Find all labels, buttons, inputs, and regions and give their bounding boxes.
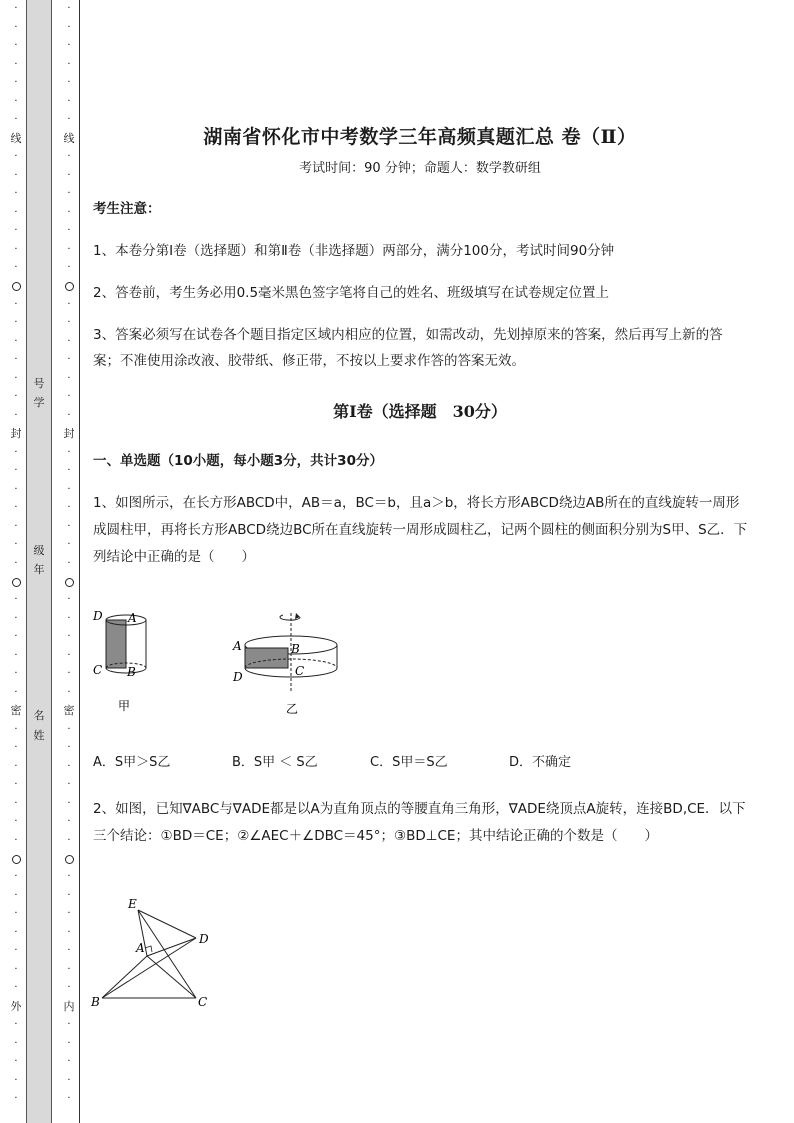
margin-dot: · [14,151,18,162]
margin-dot: · [67,298,71,310]
field-label-char: 年 [33,563,45,576]
margin-dot: · [67,649,71,661]
margin-dot: · [67,58,71,70]
margin-dot: · [67,188,71,199]
margin-dot: · [67,797,71,809]
margin-dot: · [14,354,18,365]
margin-dot: · [14,871,18,882]
margin-dot: · [14,21,18,33]
margin-dot: · [67,502,71,513]
margin-dot: · [14,668,18,679]
margin-dot: · [14,963,18,975]
margin-dot: · [67,95,71,107]
margin-dot: · [14,834,18,846]
margin-mark: 外 [10,999,22,1013]
margin-circle-mark [65,855,74,864]
margin-mark: 线 [10,131,22,145]
margin-dot: · [14,1037,18,1049]
q1-option-c: C．S甲＝S乙 [370,755,448,770]
margin-dot: · [67,3,71,14]
margin-dot: · [14,77,18,88]
notice-item-1: 1、本卷分第Ⅰ卷（选择题）和第Ⅱ卷（非选择题）两部分，满分100分，考试时间90分钟 [93,243,615,259]
margin-dot: · [67,520,71,532]
binding-margin-left [9,0,23,1123]
margin-dot: · [67,1056,71,1067]
question-2-text: 2、如图，已知∇ABC与∇ADE都是以A为直角顶点的等腰直角三角形，∇ADE绕顶点A旋转，连接BD,CE．以下三个结论：①BD＝CE；②∠AEC＋∠DBC＝45°；③BD⊥CE；其中结论正确的个数是（ ） [93,801,746,844]
margin-dot: · [67,40,71,51]
margin-dot: · [14,816,18,827]
fig1-label-B: B [127,665,136,679]
margin-circle-mark [12,282,21,291]
fig3-label-E: E [128,897,137,911]
margin-mark: 内 [63,999,75,1013]
margin-dot: · [67,391,71,402]
margin-dot: · [67,631,71,642]
margin-mark: 封 [10,427,22,440]
margin-circle-mark [65,578,74,587]
margin-dot: · [67,77,71,88]
margin-dot: · [67,206,71,218]
margin-dot: · [14,926,18,938]
notice-item-3: 3、答案必须写在试卷各个题目指定区域内相应的位置，如需改动，先划掉原来的答案，然后再写上新的答案；不准使用涂改液、胶带纸、修正带，不按以上要求作答的答案无效。 [93,327,723,369]
field-label-char: 号 [33,377,45,390]
margin-dot: · [14,95,18,107]
margin-dot: · [67,1093,71,1104]
margin-dot: · [67,354,71,365]
margin-dot: · [67,151,71,162]
fig2-label-A: A [233,639,242,653]
fig3-label-B: B [91,995,100,1009]
margin-dot: · [14,723,18,735]
margin-dot: · [14,206,18,218]
margin-dot: · [14,742,18,753]
field-label-char: 级 [33,544,45,557]
margin-dot: · [14,779,18,790]
q1-option-b: B．S甲 ＜ S乙 [232,755,318,770]
margin-dot: · [14,391,18,402]
margin-mark: 密 [63,704,75,717]
margin-dot: · [67,372,71,384]
fig1-caption: 甲 [118,699,131,713]
margin-dot: · [14,298,18,310]
notice-item-2: 2、答卷前，考生务必用0.5毫米黑色签字笔将自己的姓名、班级填写在试卷规定位置上 [93,285,610,301]
field-label-char: 姓 [33,729,45,742]
margin-dot: · [67,557,71,569]
fig1-label-A: A [128,611,137,625]
margin-dot: · [67,539,71,550]
margin-dot: · [67,668,71,679]
fig2-label-C: C [295,664,305,678]
margin-circle-mark [12,578,21,587]
margin-dot: · [14,169,18,181]
margin-dot: · [14,982,18,993]
margin-dot: · [14,40,18,51]
margin-circle-mark [12,855,21,864]
figure-cylinder-jia [90,600,160,720]
margin-mark: 线 [63,131,75,145]
q1-option-a: A．S甲＞S乙 [93,755,171,770]
q1-option-d: D．不确定 [509,755,572,770]
margin-dot: · [14,945,18,956]
margin-dot: · [14,908,18,919]
margin-dot: · [67,225,71,236]
margin-dot: · [14,465,18,476]
margin-dot: · [67,982,71,993]
figure-cylinder-yi [228,605,348,720]
margin-dot: · [67,335,71,347]
margin-dot: · [67,1037,71,1049]
margin-dot: · [14,539,18,550]
margin-dot: · [14,225,18,236]
margin-dot: · [67,816,71,827]
fig1-label-D: D [93,609,103,623]
margin-mark: 封 [63,427,75,440]
margin-dot: · [67,465,71,476]
margin-dot: · [14,188,18,199]
margin-dot: · [14,1093,18,1104]
margin-dot: · [14,372,18,384]
margin-dot: · [14,483,18,495]
margin-dot: · [67,483,71,495]
margin-dot: · [67,945,71,956]
margin-dot: · [67,21,71,33]
margin-dot: · [14,557,18,569]
fig2-label-B: B [291,642,300,656]
field-label-char: 学 [33,396,45,409]
margin-dot: · [14,446,18,458]
margin-dot: · [67,446,71,458]
margin-dot: · [67,723,71,735]
margin-dot: · [14,114,18,125]
notice-heading: 考生注意： [93,201,161,217]
margin-dot: · [14,335,18,347]
margin-dot: · [67,779,71,790]
margin-dot: · [14,243,18,255]
margin-dot: · [67,169,71,181]
fig3-label-A: A [136,941,145,955]
margin-mark: 密 [10,704,22,717]
margin-dot: · [14,409,18,421]
margin-dot: · [67,889,71,901]
section-subheading: 一、单选题（10小题，每小题3分，共计30分） [93,453,383,469]
margin-dot: · [67,926,71,938]
margin-dot: · [14,760,18,772]
margin-dot: · [14,262,18,273]
margin-dot: · [67,686,71,698]
margin-dot: · [14,631,18,642]
figure-triangles [88,892,218,1017]
margin-dot: · [14,3,18,14]
margin-dot: · [67,1074,71,1086]
binding-line [79,0,80,1123]
margin-dot: · [14,502,18,513]
margin-dot: · [67,760,71,772]
margin-dot: · [67,612,71,624]
margin-dot: · [67,114,71,125]
margin-dot: · [67,262,71,273]
margin-dot: · [14,1019,18,1030]
margin-dot: · [14,58,18,70]
exam-subtitle: 考试时间：90 分钟；命题人：数学教研组 [299,161,541,176]
fig2-label-D: D [233,670,243,684]
margin-dot: · [14,317,18,328]
fig3-label-C: C [198,995,208,1009]
fig1-label-C: C [93,663,103,677]
margin-dot: · [14,520,18,532]
margin-dot: · [14,612,18,624]
margin-dot: · [14,594,18,605]
field-label-char: 名 [33,709,45,722]
section-title: 第Ⅰ卷（选择题 30分） [333,402,507,421]
margin-dot: · [67,871,71,882]
binding-margin-right [62,0,76,1123]
exam-title: 湖南省怀化市中考数学三年高频真题汇总 卷（Ⅱ） [203,126,637,148]
margin-dot: · [14,649,18,661]
margin-dot: · [67,908,71,919]
fig2-caption: 乙 [286,702,299,716]
fig3-label-D: D [199,932,209,946]
question-1-text: 1、如图所示，在长方形ABCD中，AB＝a，BC＝b，且a＞b，将长方形ABCD绕边AB所在的直线旋转一周形成圆柱甲，再将长方形ABCD绕边BC所在直线旋转一周形成圆柱乙，记两个圆柱的侧面积分别为S甲、S乙．下列结论中正确的是（ ） [93,495,748,565]
margin-dot: · [14,797,18,809]
margin-dot: · [67,1019,71,1030]
margin-dot: · [67,963,71,975]
margin-dot: · [14,1056,18,1067]
margin-dot: · [14,686,18,698]
margin-dot: · [67,317,71,328]
margin-circle-mark [65,282,74,291]
margin-dot: · [14,1074,18,1086]
margin-dot: · [67,834,71,846]
margin-dot: · [14,889,18,901]
margin-dot: · [67,594,71,605]
margin-dot: · [67,742,71,753]
margin-dot: · [67,243,71,255]
margin-dot: · [67,409,71,421]
